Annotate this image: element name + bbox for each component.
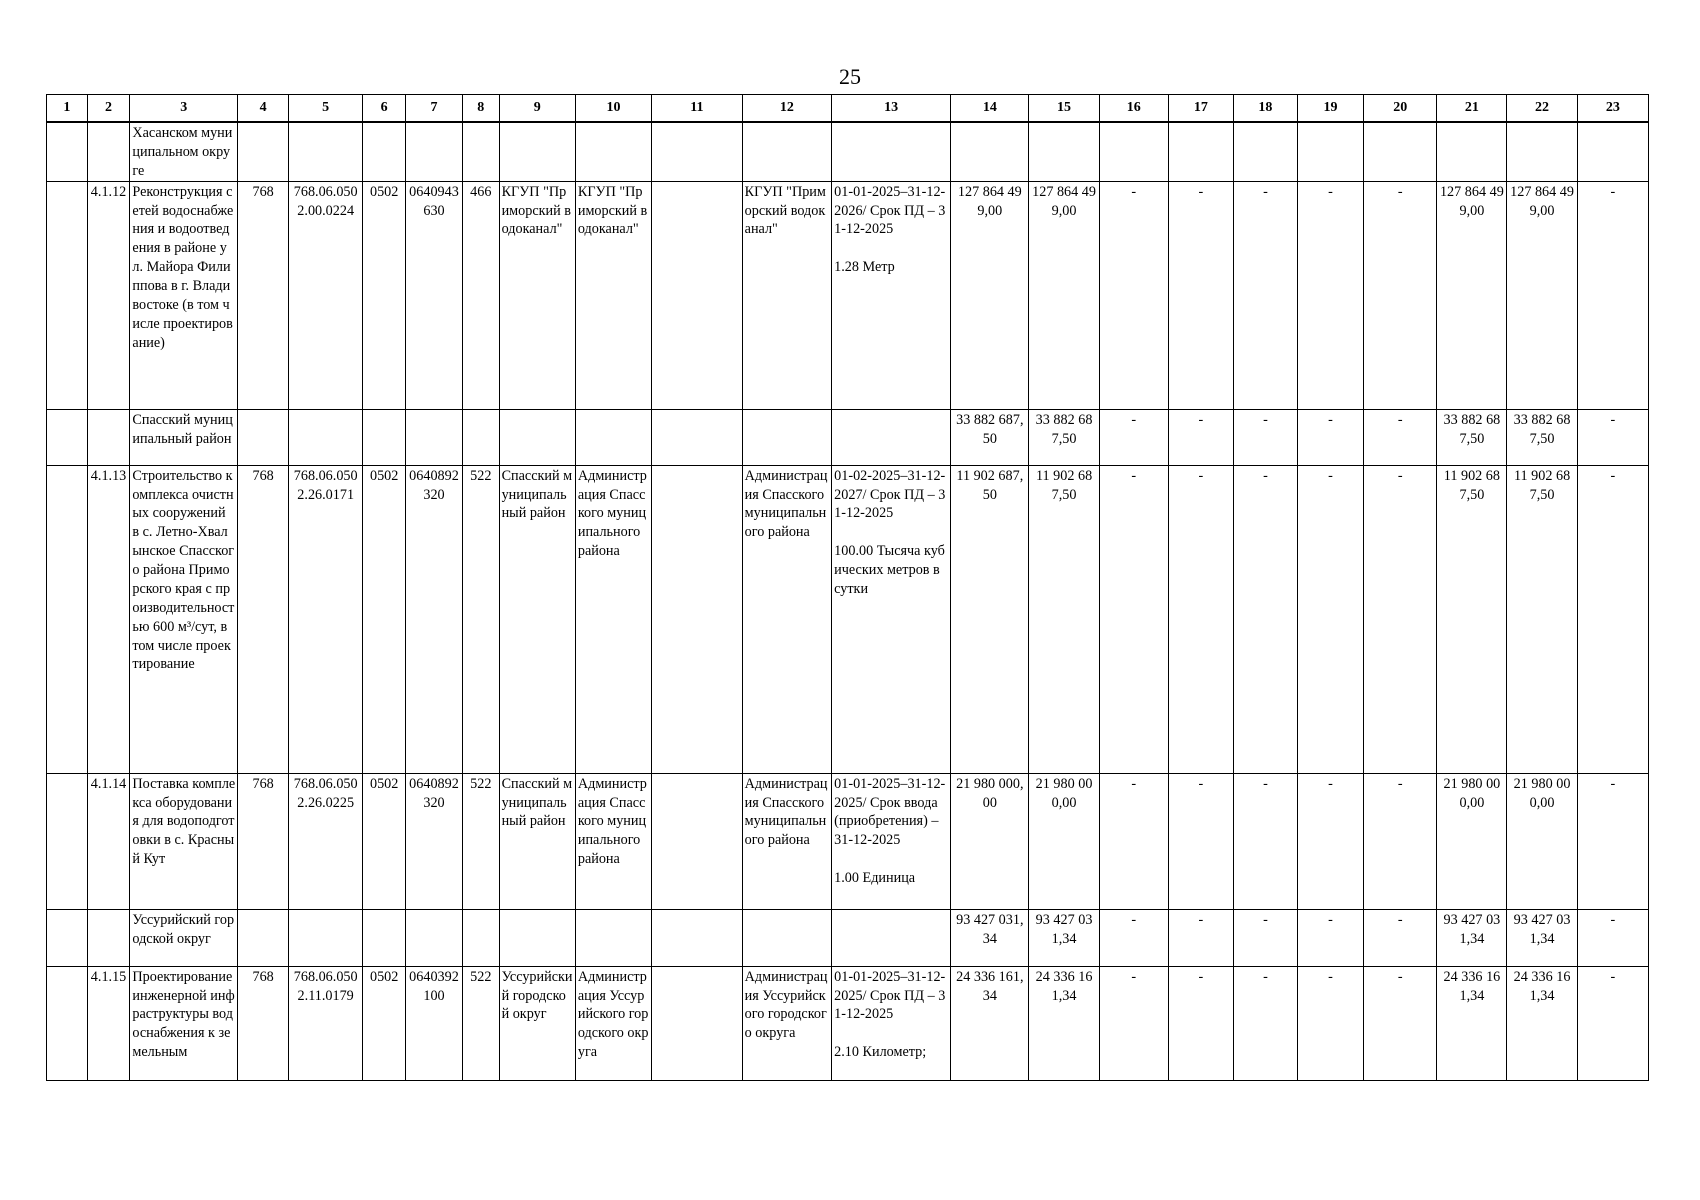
cell-c12: КГУП "Приморский водоканал" (742, 181, 832, 409)
cell-c21: 24 336 161,34 (1437, 966, 1507, 1080)
cell-c15: 21 980 000,00 (1029, 773, 1099, 909)
table-row (47, 181, 1649, 409)
cell-c19: - (1297, 773, 1363, 909)
cell-c13 (832, 773, 951, 909)
cell-c16: - (1099, 409, 1168, 465)
item-title: Поставка комплекса оборудования для водоподготовки в с. Красный Кут (130, 773, 238, 909)
col-header: 12 (742, 95, 832, 123)
cell-c10: КГУП "Приморский водоканал" (575, 181, 651, 409)
cell-c6: 0502 (363, 465, 406, 773)
item-number: 4.1.14 (87, 773, 130, 909)
cell-c21: 127 864 499,00 (1437, 181, 1507, 409)
cell-c16: - (1099, 773, 1168, 909)
col-header: 3 (130, 95, 238, 123)
col-header: 6 (363, 95, 406, 123)
page-number: 25 (839, 64, 861, 89)
col-header: 22 (1507, 95, 1577, 123)
col-header: 8 (462, 95, 499, 123)
capacity-text: 100.00 Тысяча кубических метров в сутки (834, 543, 945, 597)
cell-c13 (832, 966, 951, 1080)
cell-c15: 93 427 031,34 (1029, 909, 1099, 966)
cell-c22: 93 427 031,34 (1507, 909, 1577, 966)
cell-c14: 24 336 161,34 (951, 966, 1029, 1080)
period-text: 01-01-2025–31-12-2026/ Срок ПД – 31-12-2025 (834, 183, 946, 238)
cell-c14: 33 882 687,50 (951, 409, 1029, 465)
cell-c23: - (1577, 181, 1648, 409)
col-header: 7 (406, 95, 463, 123)
col-header: 4 (238, 95, 289, 123)
cell-c17: - (1168, 181, 1233, 409)
item-title: Проектирование инженерной инфраструктуры водоснабжения к земельным (130, 966, 238, 1080)
cell-c12: Администрация Спасского муниципального района (742, 465, 832, 773)
cell-c17: - (1168, 909, 1233, 966)
cell-c12: Администрация Уссурийского городского округа (742, 966, 832, 1080)
col-header: 23 (1577, 95, 1648, 123)
cell-c5: 768.06.0502.11.0179 (289, 966, 363, 1080)
cell-c6: 0502 (363, 773, 406, 909)
cell-c16: - (1099, 465, 1168, 773)
col-header: 14 (951, 95, 1029, 123)
cell-c4: 768 (238, 181, 289, 409)
cell-c5: 768.06.0502.00.0224 (289, 181, 363, 409)
cell-c19: - (1297, 181, 1363, 409)
region-name: Хасанском муниципальном округе (130, 122, 238, 181)
cell-c9: Спасский муниципальный район (499, 465, 575, 773)
cell-c22: 33 882 687,50 (1507, 409, 1577, 465)
table-row (47, 966, 1649, 1080)
cell-c11 (652, 181, 743, 409)
cell-c14: 21 980 000,00 (951, 773, 1029, 909)
cell-c11 (652, 966, 743, 1080)
cell-c20: - (1364, 909, 1437, 966)
cell-c5: 768.06.0502.26.0171 (289, 465, 363, 773)
cell-c9: Уссурийский городской округ (499, 966, 575, 1080)
cell-c7: 0640943630 (406, 181, 463, 409)
cell-c22: 24 336 161,34 (1507, 966, 1577, 1080)
capacity-text: 1.28 Метр (834, 259, 895, 276)
col-header: 13 (832, 95, 951, 123)
cell-c13 (832, 181, 951, 409)
item-title: Реконструкция сетей водоснабжения и водоотведения в районе ул. Майора Филиппова в г. Владивостоке (в том числе проектирование) (130, 181, 238, 409)
cell-c15: 11 902 687,50 (1029, 465, 1099, 773)
item-title: Строительство комплекса очистных сооружений в с. Летно-Хвалынское Спасского района Приморского края с производительностью 600 м³/сут, в том числе проектирование (130, 465, 238, 773)
table-row (47, 465, 1649, 773)
capacity-text: 1.00 Единица (834, 870, 916, 887)
cell-c18: - (1233, 966, 1297, 1080)
region-name: Уссурийский городской округ (130, 909, 238, 966)
cell-c15: 33 882 687,50 (1029, 409, 1099, 465)
cell-c8: 522 (462, 773, 499, 909)
cell-c11 (652, 465, 743, 773)
cell-c19: - (1297, 909, 1363, 966)
cell-c21: 33 882 687,50 (1437, 409, 1507, 465)
col-header: 10 (575, 95, 651, 123)
cell-c19: - (1297, 966, 1363, 1080)
cell-c6: 0502 (363, 966, 406, 1080)
cell-c20: - (1364, 465, 1437, 773)
cell-c16: - (1099, 909, 1168, 966)
cell-c16: - (1099, 181, 1168, 409)
cell-c6: 0502 (363, 181, 406, 409)
col-header: 20 (1364, 95, 1437, 123)
cell-c21: 11 902 687,50 (1437, 465, 1507, 773)
col-header: 9 (499, 95, 575, 123)
cell-c18: - (1233, 909, 1297, 966)
cell-c23: - (1577, 966, 1648, 1080)
cell-c15: 127 864 499,00 (1029, 181, 1099, 409)
cell-c7: 0640892320 (406, 773, 463, 909)
cell-c8: 466 (462, 181, 499, 409)
cell-c23: - (1577, 465, 1648, 773)
table-row (47, 773, 1649, 909)
region-name: Спасский муниципальный район (130, 409, 238, 465)
cell-c22: 127 864 499,00 (1507, 181, 1577, 409)
cell-c14: 127 864 499,00 (951, 181, 1029, 409)
cell-c18: - (1233, 773, 1297, 909)
cell-c4: 768 (238, 966, 289, 1080)
cell-c9: КГУП "Приморский водоканал" (499, 181, 575, 409)
col-header: 5 (289, 95, 363, 123)
col-header: 15 (1029, 95, 1099, 123)
capacity-text: 2.10 Километр; (834, 1044, 927, 1061)
cell-c23: - (1577, 909, 1648, 966)
cell-c10: Администрация Спасского муниципального района (575, 465, 651, 773)
col-header: 1 (47, 95, 88, 123)
cell-c17: - (1168, 773, 1233, 909)
cell-c4: 768 (238, 465, 289, 773)
cell-c20: - (1364, 409, 1437, 465)
cell-c14: 11 902 687,50 (951, 465, 1029, 773)
cell-c17: - (1168, 465, 1233, 773)
col-header: 17 (1168, 95, 1233, 123)
cell-c20: - (1364, 181, 1437, 409)
col-header: 11 (652, 95, 743, 123)
cell-c22: 21 980 000,00 (1507, 773, 1577, 909)
cell-c7: 0640892320 (406, 465, 463, 773)
item-number: 4.1.13 (87, 465, 130, 773)
cell-c18: - (1233, 409, 1297, 465)
cell-c11 (652, 773, 743, 909)
budget-table (46, 94, 1649, 1081)
cell-c23: - (1577, 409, 1648, 465)
cell-c20: - (1364, 773, 1437, 909)
cell-c14: 93 427 031,34 (951, 909, 1029, 966)
period-text: 01-01-2025–31-12-2025/ Срок ввода (приобретения) – 31-12-2025 (834, 775, 946, 849)
region-row (47, 122, 1649, 181)
col-header: 18 (1233, 95, 1297, 123)
cell-c21: 21 980 000,00 (1437, 773, 1507, 909)
cell-c13 (832, 465, 951, 773)
cell-c9: Спасский муниципальный район (499, 773, 575, 909)
cell-c7: 0640392100 (406, 966, 463, 1080)
col-header: 16 (1099, 95, 1168, 123)
cell-c18: - (1233, 181, 1297, 409)
cell-c4: 768 (238, 773, 289, 909)
item-number: 4.1.15 (87, 966, 130, 1080)
cell-c23: - (1577, 773, 1648, 909)
region-row (47, 909, 1649, 966)
cell-c17: - (1168, 966, 1233, 1080)
period-text: 01-02-2025–31-12-2027/ Срок ПД – 31-12-2025 (834, 467, 946, 522)
cell-c22: 11 902 687,50 (1507, 465, 1577, 773)
cell-c8: 522 (462, 966, 499, 1080)
cell-c21: 93 427 031,34 (1437, 909, 1507, 966)
period-text: 01-01-2025–31-12-2025/ Срок ПД – 31-12-2025 (834, 968, 946, 1023)
cell-c20: - (1364, 966, 1437, 1080)
col-header: 2 (87, 95, 130, 123)
col-header: 21 (1437, 95, 1507, 123)
cell-c5: 768.06.0502.26.0225 (289, 773, 363, 909)
cell-c17: - (1168, 409, 1233, 465)
cell-c15: 24 336 161,34 (1029, 966, 1099, 1080)
cell-c19: - (1297, 409, 1363, 465)
header-row (47, 95, 1649, 123)
cell-c18: - (1233, 465, 1297, 773)
cell-c8: 522 (462, 465, 499, 773)
cell-c12: Администрация Спасского муниципального района (742, 773, 832, 909)
region-row (47, 409, 1649, 465)
cell-c10: Администрация Спасского муниципального района (575, 773, 651, 909)
col-header: 19 (1297, 95, 1363, 123)
cell-c19: - (1297, 465, 1363, 773)
cell-c10: Администрация Уссурийского городского округа (575, 966, 651, 1080)
cell-c16: - (1099, 966, 1168, 1080)
item-number: 4.1.12 (87, 181, 130, 409)
